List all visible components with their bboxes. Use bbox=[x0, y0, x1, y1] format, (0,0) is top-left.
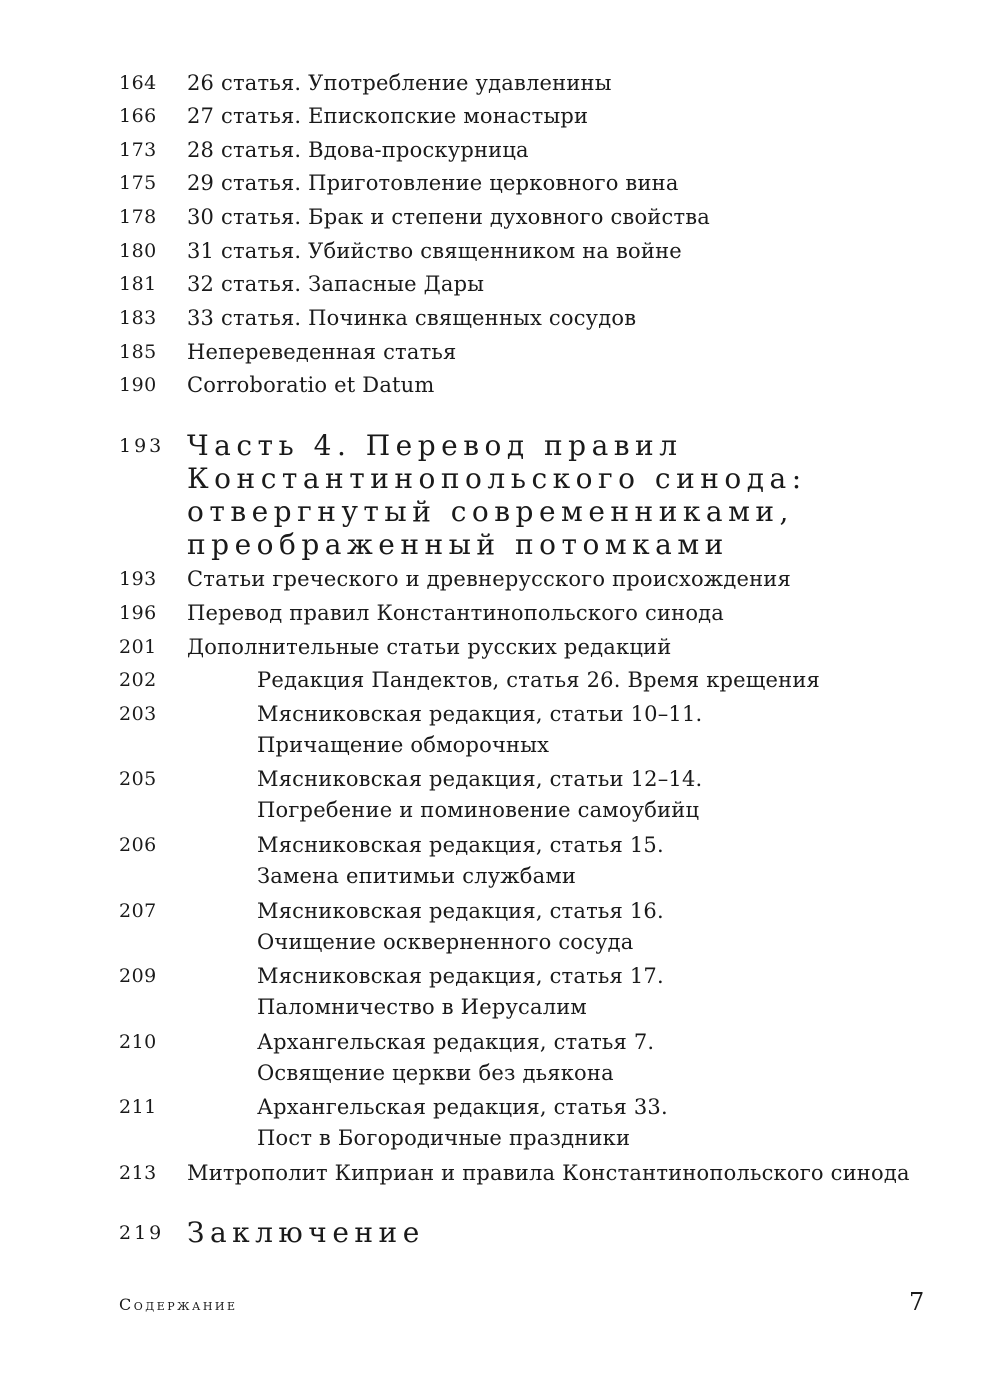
part-title-line: отвергнутый современниками, bbox=[187, 495, 794, 528]
toc-page-number: 193 bbox=[119, 568, 157, 590]
toc-entry-title: 27 статья. Епископские монастыри bbox=[187, 104, 589, 128]
toc-page-number: 210 bbox=[119, 1031, 157, 1053]
toc-page-number: 185 bbox=[119, 341, 157, 363]
toc-entry-title: 30 статья. Брак и степени духовного свойства bbox=[187, 205, 711, 229]
toc-subentry-title-line: Мясниковская редакция, статьи 12–14. bbox=[257, 767, 703, 791]
toc-page-number: 164 bbox=[119, 72, 157, 94]
part-page-number: 193 bbox=[119, 435, 165, 457]
toc-page-number: 178 bbox=[119, 206, 157, 228]
toc-page-number: 166 bbox=[119, 105, 157, 127]
toc-subentry-title-line: Редакция Пандектов, статья 26. Время крещения bbox=[257, 668, 820, 692]
part-title-line: преображенный потомками bbox=[187, 528, 729, 561]
toc-page-number: 209 bbox=[119, 965, 157, 987]
toc-subentry-title-line: Очищение оскверненного сосуда bbox=[257, 930, 634, 954]
conclusion-page-number: 219 bbox=[119, 1222, 165, 1244]
toc-page-number: 202 bbox=[119, 669, 157, 691]
toc-entry-title: 29 статья. Приготовление церковного вина bbox=[187, 171, 679, 195]
toc-page-number: 207 bbox=[119, 900, 157, 922]
toc-subentry-title-line: Мясниковская редакция, статья 17. bbox=[257, 964, 664, 988]
toc-page-number: 205 bbox=[119, 768, 157, 790]
toc-page-number: 213 bbox=[119, 1162, 157, 1184]
toc-page-number: 211 bbox=[119, 1096, 157, 1118]
toc-subentry-title-line: Освящение церкви без дьякона bbox=[257, 1061, 614, 1085]
toc-entry-title: Непереведенная статья bbox=[187, 340, 457, 364]
toc-page-number: 181 bbox=[119, 273, 157, 295]
toc-page-number: 183 bbox=[119, 307, 157, 329]
toc-entry-title: 31 статья. Убийство священником на войне bbox=[187, 239, 682, 263]
toc-page-number: 201 bbox=[119, 636, 157, 658]
toc-subentry-title-line: Погребение и поминовение самоубийц bbox=[257, 798, 700, 822]
toc-page-number: 196 bbox=[119, 602, 157, 624]
toc-entry-title: Митрополит Киприан и правила Константинопольского синода bbox=[187, 1161, 910, 1185]
toc-subentry-title-line: Замена епитимьи службами bbox=[257, 864, 577, 888]
toc-page-number: 173 bbox=[119, 139, 157, 161]
toc-page-number: 180 bbox=[119, 240, 157, 262]
page-number: 7 bbox=[909, 1288, 925, 1316]
part-title-line: Константинопольского синода: bbox=[187, 462, 807, 495]
toc-entry-title: Статьи греческого и древнерусского происхождения bbox=[187, 567, 791, 591]
toc-subentry-title-line: Паломничество в Иерусалим bbox=[257, 995, 587, 1019]
toc-page-number: 206 bbox=[119, 834, 157, 856]
toc-subentry-title-line: Мясниковская редакция, статья 16. bbox=[257, 899, 664, 923]
toc-subentry-title-line: Архангельская редакция, статья 7. bbox=[257, 1030, 655, 1054]
toc-entry-title: 32 статья. Запасные Дары bbox=[187, 272, 485, 296]
toc-entry-title: 26 статья. Употребление удавленины bbox=[187, 71, 612, 95]
toc-entry-title: Дополнительные статьи русских редакций bbox=[187, 635, 672, 659]
toc-entry-title: 28 статья. Вдова-проскурница bbox=[187, 138, 529, 162]
toc-page-number: 190 bbox=[119, 374, 157, 396]
toc-subentry-title-line: Архангельская редакция, статья 33. bbox=[257, 1095, 668, 1119]
toc-page-number: 203 bbox=[119, 703, 157, 725]
toc-subentry-title-line: Пост в Богородичные праздники bbox=[257, 1126, 631, 1150]
toc-page-number: 175 bbox=[119, 172, 157, 194]
toc-entry-title: Corroboratio et Datum bbox=[187, 373, 435, 397]
toc-entry-title: 33 статья. Починка священных сосудов bbox=[187, 306, 637, 330]
toc-subentry-title-line: Мясниковская редакция, статьи 10–11. bbox=[257, 702, 703, 726]
toc-subentry-title-line: Мясниковская редакция, статья 15. bbox=[257, 833, 664, 857]
part-title-line: Часть 4. Перевод правил bbox=[187, 429, 683, 462]
running-footer-section: Содержание bbox=[119, 1295, 238, 1314]
toc-entry-title: Перевод правил Константинопольского синода bbox=[187, 601, 725, 625]
toc-subentry-title-line: Причащение обморочных bbox=[257, 733, 550, 757]
conclusion-title: Заключение bbox=[187, 1216, 425, 1249]
